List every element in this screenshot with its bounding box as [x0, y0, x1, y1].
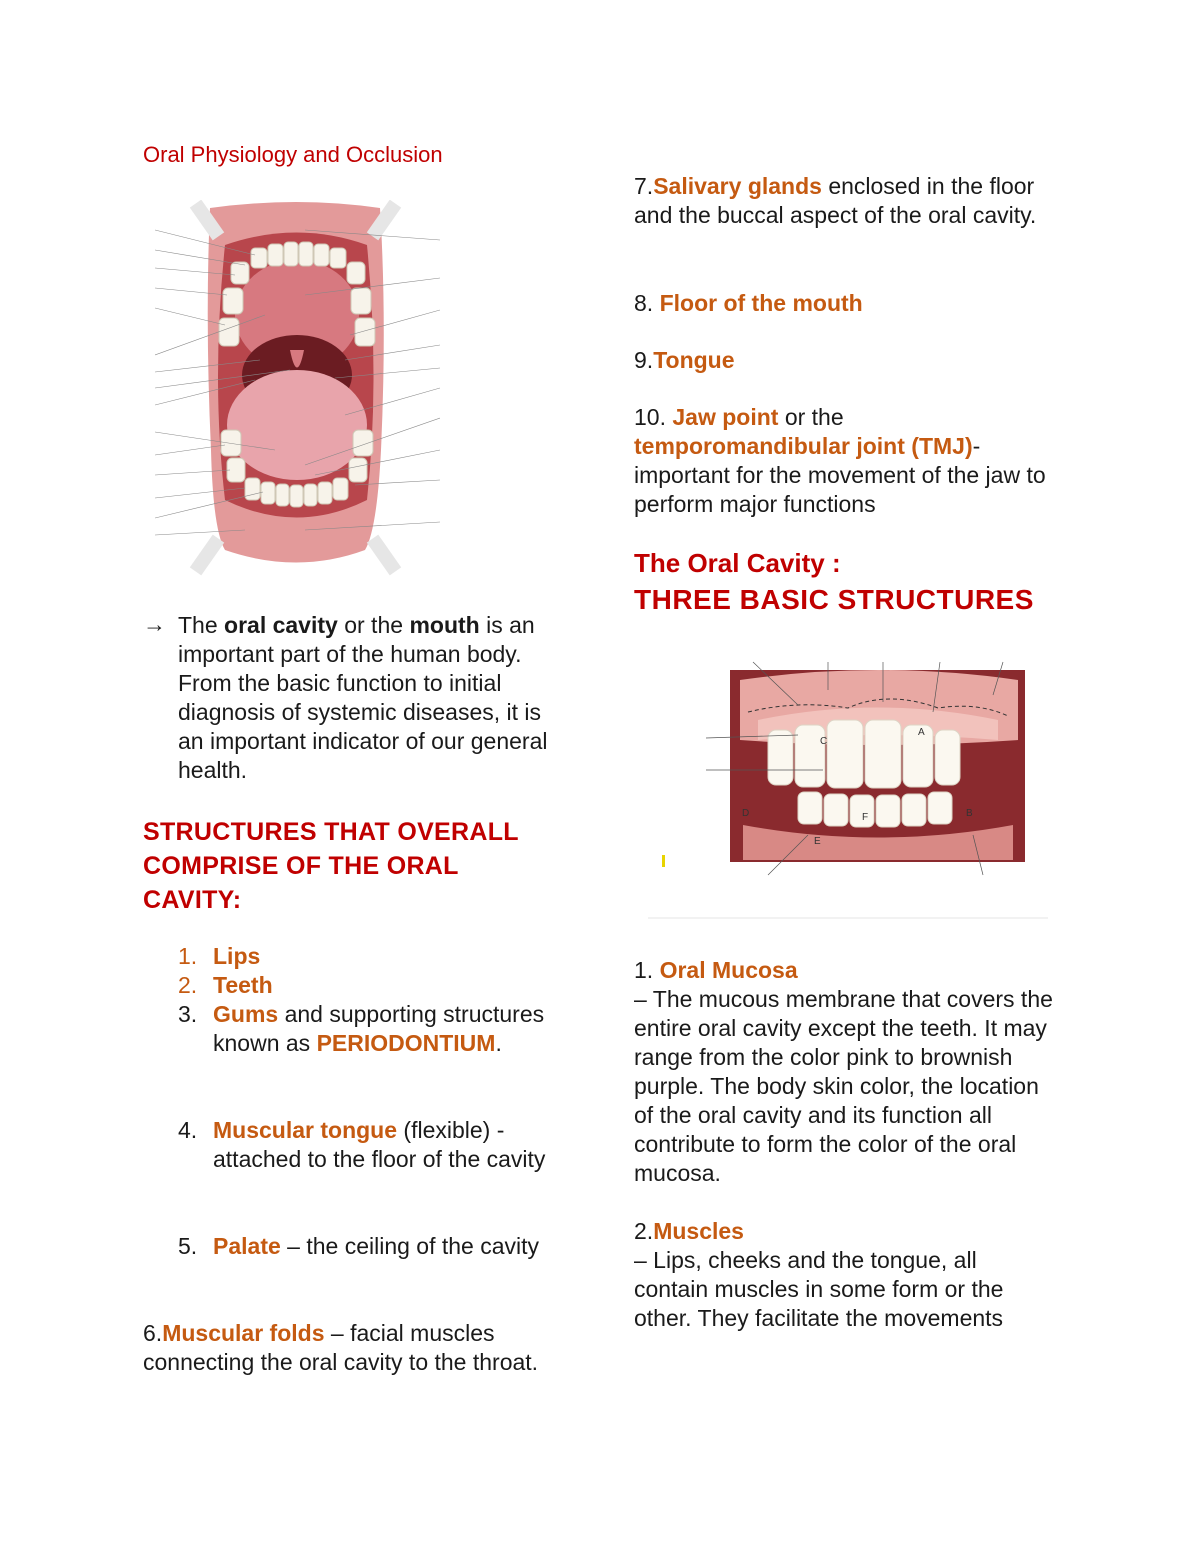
mouth-anatomy-illustration: [155, 200, 440, 580]
term-mouth: mouth: [409, 612, 480, 638]
list-item-muscular-tongue: 4. Muscular tongue (flexible) - attached to the floor of the cavity: [178, 1117, 546, 1172]
letter-b: B: [966, 808, 973, 819]
list-item-floor-wrap: [634, 289, 1054, 318]
arrow-icon: →: [143, 611, 166, 637]
letter-a: A: [918, 727, 925, 738]
letter-e: E: [814, 836, 821, 847]
structures-list: [143, 942, 563, 1058]
list-item-salivary-glands: 7.Salivary glands enclosed in the floor and the buccal aspect of the oral cavity.: [634, 173, 1037, 228]
three-basic-structures-heading: THREE BASIC STRUCTURES: [634, 584, 1034, 615]
structures-list-palate: [143, 1232, 563, 1261]
list-item-floor: 8. Floor of the mouth: [634, 290, 863, 316]
term-oral-cavity: oral cavity: [224, 612, 338, 638]
structures-list-folds: [143, 1319, 563, 1377]
letter-d: D: [742, 808, 750, 819]
list-item-muscular-folds: 6.Muscular folds – facial muscles connecting the oral cavity to the throat.: [143, 1320, 539, 1375]
list-item-lips: 1. Lips: [178, 943, 261, 969]
intro-text: The oral cavity or the mouth is an important part of the human body. From the basic function to initial diagnosis of systemic diseases, it is an important indicator of our general health.: [178, 612, 548, 783]
list-item-tongue-wrap: [634, 346, 1054, 375]
document-title: Oral Physiology and Occlusion: [143, 142, 443, 167]
basic-item-muscles-text: – Lips, cheeks and the tongue, all contain muscles in some form or the other. They facilitate the movements: [634, 1247, 1004, 1331]
structures-list-cont: [143, 1116, 563, 1174]
gingiva-photo-illustration: [648, 620, 1048, 920]
gingiva-figure: [648, 620, 1048, 920]
structures-list-right: [634, 172, 1054, 230]
mouth-anatomy-figure: [155, 200, 440, 580]
marker-icon: [662, 855, 665, 867]
basic-structures: [634, 956, 1054, 1333]
structures-heading: STRUCTURES THAT OVERALL COMPRISE OF THE ORAL CAVITY:: [143, 818, 519, 914]
intro-paragraph: [143, 611, 563, 785]
list-item-gums: 3. Gums and supporting structures known as PERIODONTIUM.: [178, 1001, 545, 1056]
letter-f: F: [862, 812, 869, 823]
list-item-palate: 5. Palate – the ceiling of the cavity: [178, 1233, 540, 1259]
list-item-teeth: 2. Teeth: [178, 972, 273, 998]
basic-item-oral-mucosa-text: – The mucous membrane that covers the entire oral cavity except the teeth. It may range from the color pink to brownish purple. The body skin color, the location of the oral cavity and its function all contribute to form the color of the oral mucosa.: [634, 986, 1053, 1186]
letter-c: C: [820, 736, 828, 747]
basic-item-oral-mucosa-title: 1. Oral Mucosa: [634, 957, 798, 983]
list-item-jaw-wrap: [634, 403, 1054, 519]
basic-item-muscles-title: 2.Muscles: [634, 1218, 744, 1244]
oral-cavity-heading: The Oral Cavity :: [634, 548, 841, 578]
list-item-jaw-point: 10. Jaw point or the temporomandibular joint (TMJ)- important for the movement of the jaw to perform major functions: [634, 404, 1046, 517]
list-item-tongue: 9.Tongue: [634, 347, 735, 373]
